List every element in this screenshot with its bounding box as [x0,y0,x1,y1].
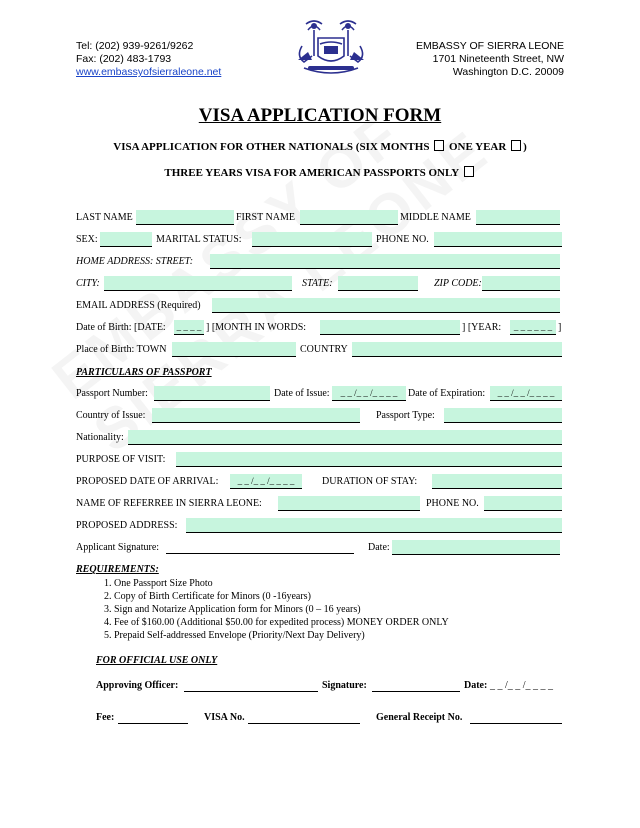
dob-month-label: ] [MONTH IN WORDS: [206,322,307,333]
dob-year-field[interactable]: _ _ _ _ _ _ [510,320,556,335]
approving-officer-line[interactable] [184,678,318,692]
official-signature-label: Signature: [322,680,367,691]
date-of-issue-label: Date of Issue: [274,388,330,399]
phone-label: PHONE NO. [376,234,429,245]
nationality-row [0,430,640,446]
street-field[interactable] [210,254,560,269]
official-date-mask[interactable]: _ _ /_ _ /_ _ _ _ [490,680,554,691]
applicant-signature-label: Applicant Signature: [76,542,160,553]
country-of-issue-field[interactable] [152,408,360,423]
home-address-row [0,254,640,270]
arrival-row [0,474,640,490]
subtitle-text-b: ONE YEAR [448,141,507,153]
dob-close: ] [558,322,562,333]
country-issue-row [0,408,640,424]
requirement-item: 4. Fee of $160.00 (Additional $50.00 for expedited process) MONEY ORDER ONLY [114,616,449,629]
subtitle-text-a: VISA APPLICATION FOR OTHER NATIONALS (SIX MONTHS [113,141,430,153]
header-address [416,40,564,79]
referee-label: NAME OF REFERREE IN SIERRA LEONE: [76,498,262,509]
approving-row [0,678,640,694]
sex-row [0,232,640,248]
names-row [0,210,640,226]
visa-no-line[interactable] [248,710,360,724]
first-name-field[interactable] [300,210,398,225]
requirements-heading: REQUIREMENTS: [76,564,159,575]
six-months-checkbox[interactable] [434,140,444,151]
proposed-address-row [0,518,640,534]
zip-label: ZIP CODE: [434,278,482,289]
subtitle-other-nationals [0,140,640,153]
proposed-address-label: PROPOSED ADDRESS: [76,520,178,531]
fee-line[interactable] [118,710,188,724]
embassy-name: EMBASSY OF SIERRA LEONE [415,40,564,52]
official-date-label: Date: [464,680,488,691]
three-years-checkbox[interactable] [464,166,474,177]
dob-date-field[interactable]: _ _ _ _ [174,320,204,335]
requirements-list [76,577,449,642]
country-label: COUNTRY [300,344,348,355]
signature-date-label: Date: [368,542,390,553]
visa-no-label: VISA No. [204,712,245,723]
signature-row [0,540,640,556]
middle-name-field[interactable] [476,210,560,225]
zip-field[interactable] [482,276,560,291]
nationality-field[interactable] [128,430,562,445]
city-address: Washington D.C. 20009 [452,66,564,78]
marital-status-field[interactable] [252,232,372,247]
date-of-expiration-field[interactable]: _ _ /_ _ /_ _ _ _ [490,386,562,401]
official-signature-line[interactable] [372,678,460,692]
dob-year-label: ] [YEAR: [462,322,502,333]
arrival-label: PROPOSED DATE OF ARRIVAL: [76,476,219,487]
duration-label: DURATION OF STAY: [322,476,418,487]
dob-month-field[interactable] [320,320,460,335]
referee-phone-field[interactable] [484,496,562,511]
state-label: STATE: [302,278,333,289]
signature-date-field[interactable] [392,540,560,555]
place-of-birth-row [0,342,640,358]
one-year-checkbox[interactable] [511,140,521,151]
subtitle-american [0,166,640,179]
official-use-heading: FOR OFFICIAL USE ONLY [96,655,218,666]
fee-row [0,710,640,726]
requirement-item: 5. Prepaid Self-addressed Envelope (Priority/Next Day Delivery) [114,629,449,642]
receipt-label: General Receipt No. [376,712,463,723]
phone-field[interactable] [434,232,562,247]
town-field[interactable] [172,342,296,357]
referee-field[interactable] [278,496,420,511]
nationality-label: Nationality: [76,432,124,443]
website-link[interactable]: www.embassyofsierraleone.net [76,66,222,78]
coat-of-arms-icon [290,16,372,80]
date-of-issue-field[interactable]: _ _ /_ _ /_ _ _ _ [332,386,406,401]
passport-type-label: Passport Type: [376,410,435,421]
approving-officer-label: Approving Officer: [96,680,179,691]
page-title: VISA APPLICATION FORM [198,105,442,126]
referee-row [0,496,640,512]
sex-label: SEX: [76,234,98,245]
fax-text: Fax: (202) 483-1793 [76,53,172,65]
country-of-issue-label: Country of Issue: [76,410,146,421]
home-address-label: HOME ADDRESS: STREET: [76,256,194,267]
passport-number-label: Passport Number: [76,388,148,399]
requirement-item: 2. Copy of Birth Certificate for Minors (0 -16years) [114,590,449,603]
middle-name-label: MIDDLE NAME [400,212,471,223]
referee-phone-label: PHONE NO. [426,498,479,509]
requirement-item: 1. One Passport Size Photo [114,577,449,590]
purpose-field[interactable] [176,452,562,467]
header-contact [76,40,221,79]
arrival-field[interactable]: _ _ /_ _ /_ _ _ _ [230,474,302,489]
duration-field[interactable] [432,474,562,489]
tel-text: Tel: (202) 939-9261/9262 [76,40,194,52]
passport-type-field[interactable] [444,408,562,423]
dob-row [0,320,640,336]
passport-heading: PARTICULARS OF PASSPORT [76,367,212,378]
city-field[interactable] [104,276,292,291]
first-name-label: FIRST NAME [236,212,295,223]
last-name-label: LAST NAME [76,212,133,223]
email-row [0,298,640,314]
subtitle2-text: THREE YEARS VISA FOR AMERICAN PASSPORTS ONLY [164,167,459,179]
receipt-line[interactable] [470,710,562,724]
dob-label: Date of Birth: [DATE: [76,322,166,333]
purpose-label: PURPOSE OF VISIT: [76,454,166,465]
street-address: 1701 Nineteenth Street, NW [432,53,564,65]
proposed-address-field[interactable] [186,518,562,533]
fee-label: Fee: [96,712,115,723]
applicant-signature-line[interactable] [166,540,354,554]
requirement-item: 3. Sign and Notarize Application form for Minors (0 – 16 years) [114,603,449,616]
state-field[interactable] [338,276,418,291]
purpose-row [0,452,640,468]
country-field[interactable] [352,342,562,357]
date-of-expiration-label: Date of Expiration: [408,388,486,399]
passport-number-row [0,386,640,402]
last-name-field[interactable] [136,210,234,225]
email-label: EMAIL ADDRESS (Required) [76,300,201,311]
place-of-birth-label: Place of Birth: TOWN [76,344,167,355]
sex-field[interactable] [100,232,152,247]
passport-number-field[interactable] [154,386,270,401]
subtitle-text-c: ) [523,141,527,153]
city-label: CITY: [76,278,100,289]
city-row [0,276,640,292]
marital-status-label: MARITAL STATUS: [156,234,242,245]
email-field[interactable] [212,298,560,313]
